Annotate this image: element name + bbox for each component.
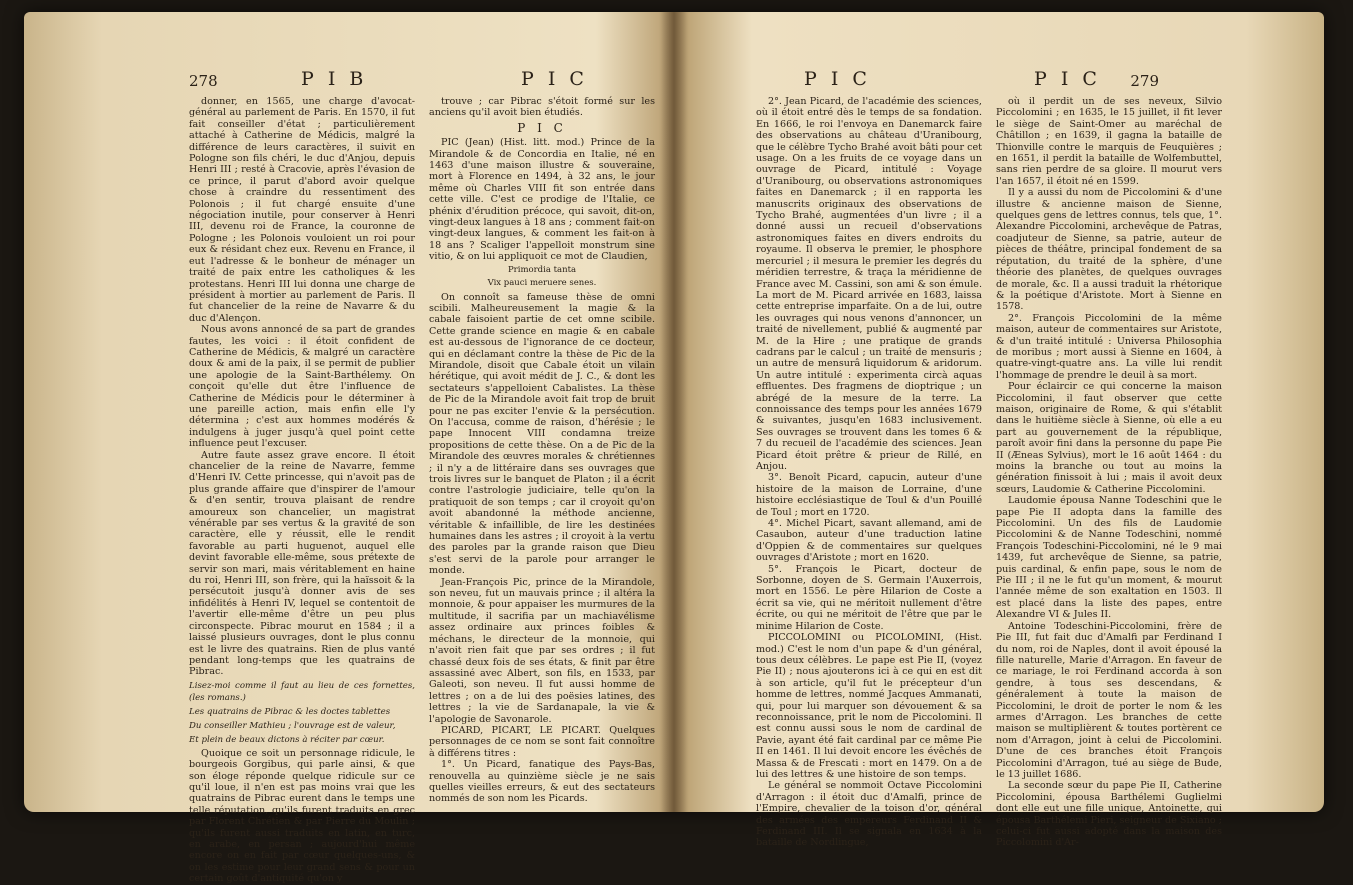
paragraph: PIC (Jean) (Hist. litt. mod.) Prince de la Mirandole & de Concordia en Italie, né en 1463 d'une maison illustre & souveraine, mort à Florence en 1494, à 32 ans, le jour même où Charles VIII fit son entrée dans cette ville. C'est ce prodige de l'Italie, ce phénix d'érudition précoce, qui savoit, dit-on, vingt-deux langues à 18 ans ; comment fait-on vingt-deux langues, & comment les fait-on à 18 ans ? Scaliger l'appelloit monstrum sine vitio, & on lui appliquoit ce mot de Claudien, <box>429 137 655 263</box>
page-number-left: 278 <box>189 72 218 90</box>
right-page-column-1 <box>756 96 982 849</box>
verse-line: Vix pauci meruere senes. <box>487 278 597 289</box>
left-page-column-2 <box>429 96 655 805</box>
paragraph: Laudomie épousa Nanne Todeschini que le pape Pie II adopta dans la famille des Piccolomini. Un des fils de Laudomie Piccolomini & de Nanne Todeschini, nommé François Todeschini-Piccolomini, né le 9 mai 1439, fut archevêque de Sienne, sa patrie, puis cardinal, & enfin pape, sous le nom de Pie III ; il ne le fut qu'un moment, & mourut l'année même de son exaltation en 1503. Il est placé dans la liste des papes, entre Alexandre VI & Jules II. <box>996 495 1222 621</box>
right-page <box>674 12 1324 849</box>
paragraph: PICARD, PICART, LE PICART. Quelques personnages de ce nom se sont fait connoître à différens titres : <box>429 724 655 759</box>
section-heading: P I C <box>517 120 567 135</box>
paragraph: Le général se nommoit Octave Piccolomini d'Arragon : il étoit duc d'Amalfi, prince de l'Empire, chevalier de la toison d'or, général des armées des empereurs Ferdinand II & Ferdinand III. Il se signala en 1634 à la bataille de Nordlingue, <box>756 780 982 849</box>
running-head-left <box>189 68 634 92</box>
left-page-column-1 <box>189 96 415 885</box>
page-number-right: 279 <box>1130 72 1159 90</box>
paragraph: 2°. François Piccolomini de la même maison, auteur de commentaires sur Aristote, & d'un traité intitulé : Universa Philosophia de moribus ; mort aussi à Sienne en 1604, à quatre-vingt-quatre ans. La ville lui rendit l'hommage de prendre le deuil à sa mort. <box>996 312 1222 381</box>
header-word-right: P I C <box>1034 68 1101 90</box>
book-spread <box>24 12 1324 885</box>
paragraph: On connoît sa fameuse thèse de omni scibili. Malheureusement la magie & la cabale faisoient partie de cet omne scibile. Cette grande science en magie & en cabale est au-dessous de l'ignorance de ce docteur, qui en déclamant contre la thèse de Pic de la Mirandole, disoit que Cabale étoit un vilain hérétique, qui avoit médit de J. C., & dont les sectateurs s'appelloient Cabalistes. La thèse de Pic de la Mirandole avoit fait trop de bruit pour ne pas exciter l'envie & la persécution. On l'accusa, comme de raison, d'hérésie ; le pape Innocent VIII condamna treize propositions de cette thèse. On a de Pic de la Mirandole des œuvres morales & chrétiennes ; il n'y a de littéraire dans ses ouvrages que trois livres sur le banquet de Platon ; il a écrit contre l'astrologie judiciaire, telle qu'on la pratiquoit de son temps ; car il croyoit qu'on avoit abandonné la méthode ancienne, véritable & infaillible, de lire les destinées humaines dans les astres ; il croyoit à la vertu des paroles par la grande raison que Dieu s'est servi de la parole pour arranger le monde. <box>429 291 655 577</box>
paragraph: Autre faute assez grave encore. Il étoit chancelier de la reine de Navarre, femme d'Henri IV. Cette princesse, qui n'avoit pas de plus grande affaire que d'inspirer de l'amour & d'en sentir, trouva plaisant de rendre amoureux son chancelier, un magistrat vénérable par ses vertus & la gravité de son caractère, elle y réussit, elle le rendit favorable au parti huguenot, auquel elle devint favorable elle-même, sous prétexte de servir son mari, mais véritablement en haine du roi, Henri III, son frère, qui la haïssoit & la persécutoit jusqu'à donner avis de ses infidélités à Henri IV, lequel se contentoit de l'avertir elle-même d'être un peu plus circonspecte. Pibrac mourut en 1584 ; il a laissé plusieurs ouvrages, dont le plus connu est le livre des quatrains. Rien de plus vanté pendant long-temps que les quatrains de Pibrac. <box>189 449 415 678</box>
verse-line: Primordia tanta <box>507 264 577 275</box>
verse-line: Et plein de beaux dictons à réciter par cœur. <box>189 734 385 745</box>
paragraph: Il y a aussi du nom de Piccolomini & d'une illustre & ancienne maison de Sienne, quelques gens de lettres connus, tels que, 1°. Alexandre Piccolomini, archevêque de Patras, coadjuteur de Sienne, sa patrie, auteur de pièces de théâtre, principal fondement de sa réputation, du traité de la sphère, d'une théorie des planètes, de quelques ouvrages de morale, &c. Il a aussi traduit la rhétorique & la poétique d'Aristote. Mort à Sienne en 1578. <box>996 187 1222 313</box>
verse-line: Les quatrains de Pibrac & les doctes tablettes <box>189 706 391 717</box>
left-page <box>24 12 674 885</box>
right-page-column-2 <box>996 96 1222 849</box>
header-word-left: P I C <box>804 68 871 90</box>
header-word-left: P I B <box>301 68 368 90</box>
paragraph: 4°. Michel Picart, savant allemand, ami de Casaubon, auteur d'une traduction latine d'Oppien & de commentaires sur quelques ouvrages d'Aristote ; mort en 1620. <box>756 518 982 564</box>
paragraph: Nous avons annoncé de sa part de grandes fautes, les voici : il étoit confident de Catherine de Médicis, & malgré un caractère doux & ami de la paix, il se permit de publier une apologie de la Saint-Barthélemy. On conçoit qu'elle dut être l'influence de Catherine de Médicis pour le déterminer à une pareille action, mais enfin elle l'y détermina ; c'est aux hommes modérés & indulgens à juger jusqu'à quel point cette influence peut l'excuser. <box>189 324 415 450</box>
paragraph: Jean-François Pic, prince de la Mirandole, son neveu, fut un mauvais prince ; il altéra la monnoie, & pour appaiser les murmures de la multitude, il sacrifia par un machiavélisme assez ordinaire aux princes foibles & méchans, le directeur de la monnoie, qui n'avoit rien fait que par ses ordres ; il fut chassé deux fois de ses états, & finit par être assassiné avec Albert, son fils, en 1533, par Galeoti, son neveu. Il fut aussi homme de lettres ; on a de lui des poësies latines, des lettres ; la vie de Sardanapale, la vie & l'apologie de Savonarole. <box>429 576 655 725</box>
paragraph: 3°. Benoît Picard, capucin, auteur d'une histoire de la maison de Lorraine, d'une histoire ecclésiastique de Toul & d'un Pouillé de Toul ; mort en 1720. <box>756 472 982 518</box>
verse-line: Lisez-moi comme il faut au lieu de ces fornettes, (les romans.) <box>189 680 415 703</box>
paragraph: La seconde sœur du pape Pie II, Catherine Piccolomini, épousa Barthélemi Guglielmi dont elle eut une fille unique, Antoinette, qui épousa Barthélemi Pieri, seigneur de Sixiano ; celui-ci fut aussi adopté dans la maison des Piccolomini d'Ar- <box>996 780 1222 849</box>
paragraph: Pour éclaircir ce qui concerne la maison Piccolomini, il faut observer que cette maison, originaire de Rome, & qui s'établit dans le huitième siècle à Sienne, où elle a eu part au gouvernement de la république, paroît avoir fini dans la personne du pape Pie II (Æneas Sylvius), mort le 16 août 1464 : du moins la branche ou tout au moins la génération finissoit à lui ; mais il avoit deux sœurs, Laudomie & Catherine Piccolomini. <box>996 381 1222 495</box>
paragraph: 5°. François le Picart, docteur de Sorbonne, doyen de S. Germain l'Auxerrois, mort en 1556. Le père Hilarion de Coste a écrit sa vie, qui ne méritoit nullement d'être écrite, ou qui ne méritoit de l'être que par le minime Hilarion de Coste. <box>756 563 982 632</box>
paragraph: donner, en 1565, une charge d'avocat-général au parlement de Paris. En 1570, il fut fait conseiller d'état ; particulièrement attaché à Catherine de Médicis, malgré la différence de leurs caractères, il suivit en Pologne son fils chéri, le duc d'Anjou, depuis Henri III ; resté à Cracovie, après l'évasion de ce prince, il parut d'abord avoir quelque chose à craindre du ressentiment des Polonois ; il fut chargé ensuite d'une négociation inutile, pour conserver à Henri III, devenu roi de France, la couronne de Pologne ; les Polonois vouloient un roi pour eux & résidant chez eux. Revenu en France, il eut l'adresse & le bonheur de ménager un traité de paix entre les catholiques & les protestans. Henri III lui donna une charge de président à mortier au parlement de Paris. Il fut chancelier de la reine de Navarre & du duc d'Alençon. <box>189 96 415 324</box>
book-gutter <box>659 12 689 812</box>
paragraph: Antoine Todeschini-Piccolomini, frère de Pie III, fut fait duc d'Amalfi par Ferdinand I du nom, roi de Naples, dont il avoit épousé la fille naturelle, Marie d'Arragon. En faveur de ce mariage, le roi Ferdinand accorda à son gendre, à tous ses descendans, & généralement à toute la maison de Piccolomini, le droit de porter le nom & les armes d'Arragon. Les branches de cette maison se multiplièrent & toutes portèrent ce nom d'Arragon, joint à celui de Piccolomini. D'une de ces branches étoit François Piccolomini d'Arragon, tué au siège de Bude, le 13 juillet 1686. <box>996 620 1222 780</box>
paragraph: 2°. Jean Picard, de l'académie des sciences, où il étoit entré dès le temps de sa fondation. En 1666, le roi l'envoya en Danemarck faire des observations au château d'Uranibourg, que le célèbre Tycho Brahé avoit bâti pour cet usage. On a les fruits de ce voyage dans un ouvrage de Picard, intitulé : Voyage d'Uranibourg, ou observations astronomiques faites en Danemarck ; il en rapporta les manuscrits originaux des observations de Tycho Brahé, augmentées d'un livre ; il a donné aussi un recueil d'observations astronomiques faites en divers endroits du royaume. Il observa le premier, le phosphore mercuriel ; il mesura le premier les degrés du méridien terrestre, & traça la méridienne de France avec M. Cassini, son ami & son émule. La mort de M. Picard arrivée en 1683, laissa cette entreprise imparfaite. On a de lui, outre les ouvrages qui nous venons d'annoncer, un traité de nivellement, publié & augmenté par M. de la Hire ; une pratique de grands cadrans par le calcul ; un traité de mensuris ; un autre de mensurâ liquidorum & aridorum. Un autre intitulé : experimenta circà aquas effluentes. Des fragmens de dioptrique ; un abrégé de la mesure de la terre. La connoissance des temps pour les années 1679 & suivantes, jusqu'en 1683 inclusivement. Ses ouvrages se trouvent dans les tomes 6 & 7 du recueil de l'académie des sciences. Jean Picard étoit prêtre & prieur de Rillé, en Anjou. <box>756 96 982 472</box>
paragraph: Quoique ce soit un personnage ridicule, le bourgeois Gorgibus, qui parle ainsi, & que son éloge réponde quelque ridicule sur ce qu'il loue, il n'en est pas moins vrai que les quatrains de Pibrac eurent dans le temps une telle réputation, qu'ils furent traduits en grec par Florent Chrétien & par Pierre du Moulin ; qu'ils furent aussi traduits en latin, en turc, en arabe, en persan ; aujourd'hui même encore on en fait par cœur quelques-uns, & on les estime pour leur grand sens & pour un certain goût d'antiquité qu'on y <box>189 747 415 885</box>
header-word-right: P I C <box>521 68 588 90</box>
paragraph: trouve ; car Pibrac s'étoit formé sur les anciens qu'il avoit bien étudiés. <box>429 96 655 119</box>
verse-line: Du conseiller Mathieu ; l'ouvrage est de valeur, <box>189 720 396 731</box>
running-head-right <box>764 68 1159 92</box>
paragraph: 1°. Un Picard, fanatique des Pays-Bas, renouvella au quinzième siècle je ne sais quelles vieilles erreurs, & eut des sectateurs nommés de son nom les Picards. <box>429 759 655 805</box>
paragraph: où il perdit un de ses neveux, Silvio Piccolomini ; en 1635, le 15 juillet, il fit lever le siège de Saint-Omer au maréchal de Châtillon ; en 1639, il gagna la bataille de Thionville contre le marquis de Feuquières ; en 1651, il perdit la bataille de Wolfembuttel, sans rien perdre de sa gloire. Il mourut vers l'an 1657, il étoit né en 1599. <box>996 96 1222 187</box>
paragraph: PICCOLOMINI ou PICOLOMINI, (Hist. mod.) C'est le nom d'un pape & d'un général, tous deux célèbres. Le pape est Pie II, (voyez Pie II) ; nous ajouterons ici à ce qui en est dit à son article, qu'il fut le précepteur d'un homme de lettres, nommé Jacques Ammanati, qui, pour lui marquer son dévouement & sa reconnoissance, prit le nom de Piccolomini. Il est connu aussi sous le nom de cardinal de Pavie, ayant été fait cardinal par ce même Pie II en 1461. Il lui devoit encore les évêchés de Massa & de Frescati : mort en 1479. On a de lui des lettres & une histoire de son temps. <box>756 632 982 780</box>
